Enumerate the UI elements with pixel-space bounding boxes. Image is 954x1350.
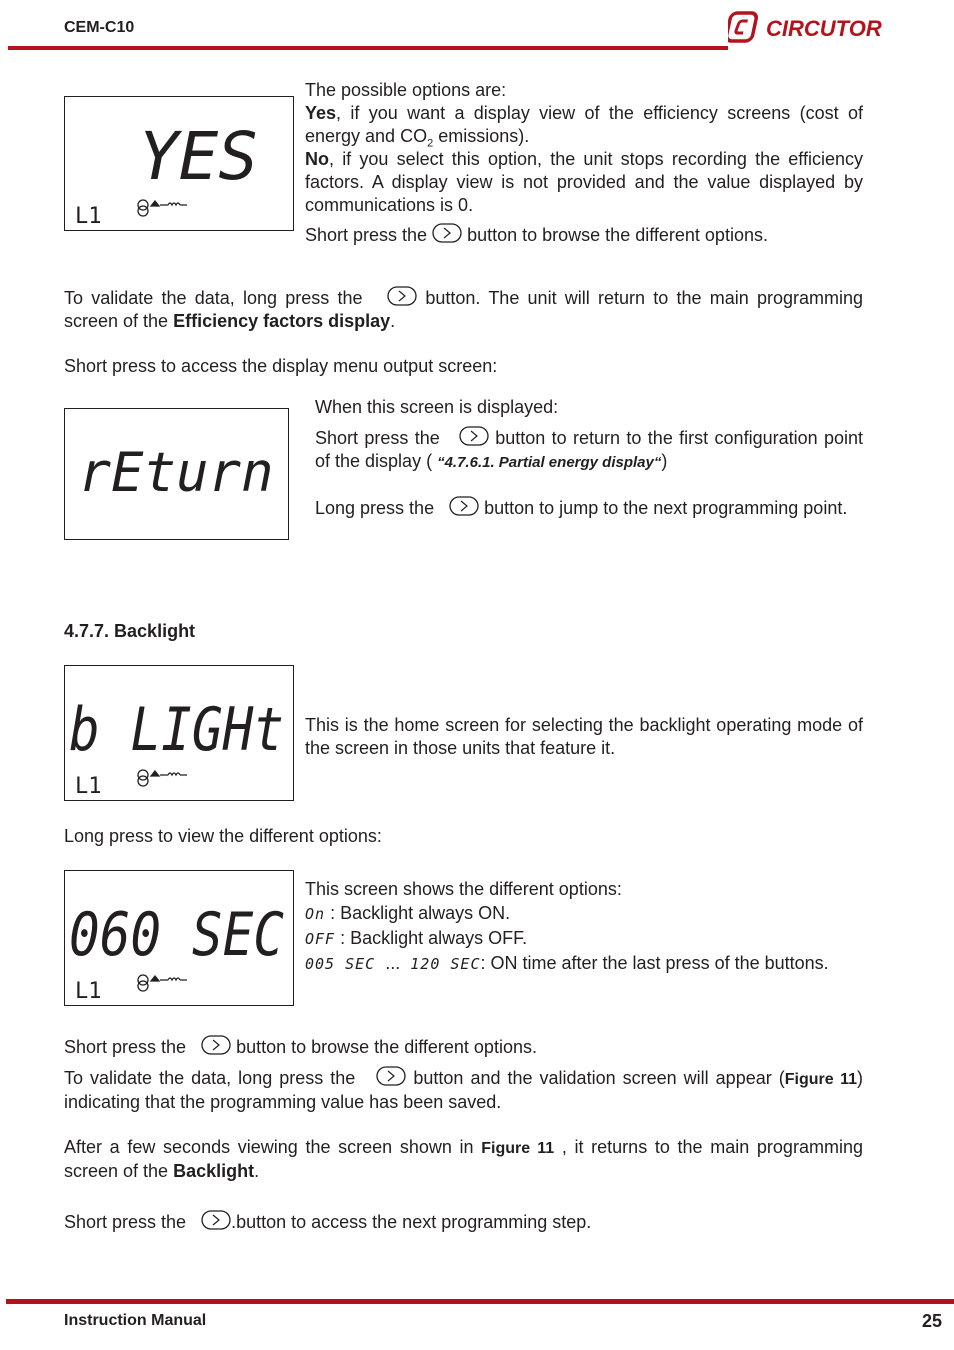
options-intro-text: This screen shows the different options:: [305, 879, 622, 899]
option-range: 005 SEC ... 120 SEC: ON time after the last press of the buttons.: [305, 953, 829, 973]
short-press-return: Short press the button to return to the first configuration point of the display ( “4.7.6.1. Partial energy display“): [315, 428, 864, 471]
brand-logo: [728, 10, 908, 44]
lcd-yes-screen: [64, 96, 294, 231]
header-rule: [8, 46, 728, 50]
lcd-backlight-text: b LIGHt: [69, 695, 284, 765]
next-button-icon: [449, 496, 479, 516]
transformer-icon: [138, 975, 187, 991]
backlight-heading: 4.7.7. Backlight: [64, 621, 196, 641]
lcd-return-screen: [64, 408, 289, 540]
transformer-icon: [138, 770, 187, 786]
browse-paragraph: Short press the button to browse the different options.: [64, 1037, 537, 1057]
long-press-options-text: Long press to view the different options:: [64, 826, 382, 846]
page-number: 25: [921, 1311, 942, 1331]
next-step-paragraph: Short press the .button to access the next programming step.: [64, 1212, 592, 1232]
svg-text:CIRCUTOR: CIRCUTOR: [766, 16, 882, 41]
next-button-icon: [376, 1066, 406, 1086]
lcd-backlight-screen: [64, 665, 294, 801]
next-button-icon: [387, 286, 417, 306]
footer-title: Instruction Manual: [64, 1312, 207, 1329]
display-menu-text: Short press to access the display menu output screen:: [64, 356, 498, 376]
short-press-browse: Short press the button to browse the different options.: [305, 225, 768, 245]
validate-backlight-paragraph: To validate the data, long press the button and the validation screen will appear (Figure 11) indicating that the programming value has been saved.: [64, 1068, 864, 1112]
lcd-return-text: rEturn: [78, 441, 274, 504]
validate-efficiency-paragraph: To validate the data, long press the button. The unit will return to the main programming screen of the Efficiency factors display.: [64, 288, 863, 331]
next-button-icon: [201, 1035, 231, 1055]
circutor-logo-icon: [728, 10, 908, 44]
yes-description: Yes, if you want a display view of the efficiency screens (cost of energy and $CO_2$ emissions).: [305, 103, 863, 150]
long-press-next: Long press the button to jump to the next programming point.: [315, 498, 848, 518]
option-off: OFF : Backlight always OFF.: [305, 928, 528, 948]
next-button-icon: [459, 426, 489, 446]
options-intro: The possible options are:: [305, 80, 507, 100]
lcd-phase: L1: [75, 979, 102, 1004]
backlight-home-text: This is the home screen for selecting the backlight operating mode of the screen in those units that feature it.: [305, 715, 863, 758]
next-button-icon: [432, 223, 462, 243]
option-on: On : Backlight always ON.: [305, 903, 511, 923]
transformer-icon: [138, 200, 187, 216]
next-button-icon: [201, 1210, 231, 1230]
svg-text:YES: YES: [138, 118, 258, 195]
footer-rule: [6, 1299, 954, 1304]
lcd-options-text: 060 SEC: [69, 900, 284, 970]
after-paragraph: After a few seconds viewing the screen shown in Figure 11 , it returns to the main programming screen of the Backlight.: [64, 1137, 863, 1181]
lcd-options-screen: [64, 870, 294, 1006]
no-description: No, if you select this option, the unit stops recording the efficiency factors. A display view is not provided and the value displayed by communications is 0.: [305, 149, 863, 215]
lcd-phase: L1: [75, 204, 102, 229]
screen-displayed-intro: When this screen is displayed:: [315, 397, 559, 417]
lcd-yes-text: [139, 118, 258, 195]
lcd-phase: L1: [75, 774, 102, 799]
header-model: CEM-C10: [64, 19, 135, 36]
